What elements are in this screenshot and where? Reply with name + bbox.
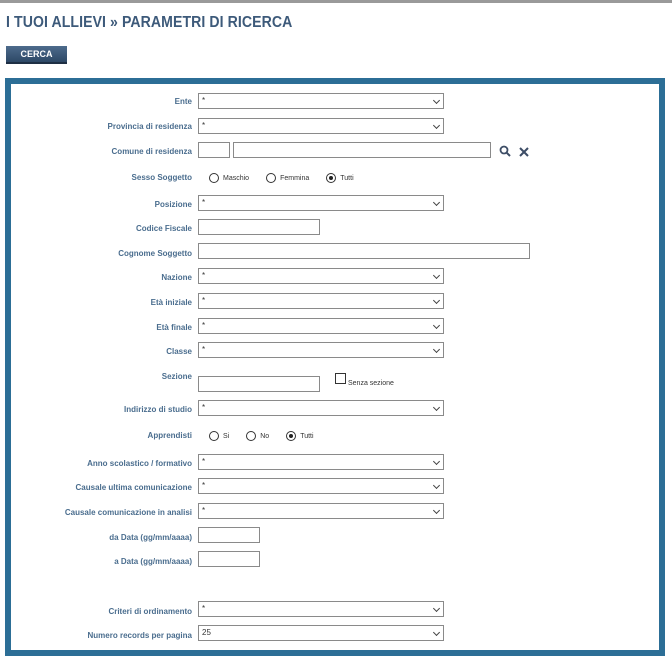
radio-label: Tutti [340, 174, 354, 182]
sesso-radio-group [209, 173, 371, 183]
codice-fiscale-input[interactable] [198, 219, 320, 235]
causale-analisi-select[interactable] [198, 503, 444, 519]
chevron-down-icon [433, 122, 440, 129]
cognome-input[interactable] [198, 243, 530, 259]
senza-sezione-checkbox[interactable] [335, 373, 346, 384]
chevron-down-icon [433, 199, 440, 206]
apprendisti-option-si[interactable] [209, 431, 229, 441]
eta-finale-label: Età finale [156, 323, 192, 332]
sesso-label: Sesso Soggetto [131, 173, 192, 182]
search-button[interactable]: CERCA [6, 46, 67, 64]
anno-label: Anno scolastico / formativo [87, 459, 192, 468]
ente-value: * [202, 96, 206, 105]
causale-analisi-value: * [202, 506, 206, 515]
chevron-down-icon [433, 458, 440, 465]
indirizzo-label: Indirizzo di studio [124, 405, 192, 414]
causale-ultima-value: * [202, 481, 206, 490]
eta-finale-value: * [202, 321, 206, 330]
apprendisti-label: Apprendisti [147, 431, 192, 440]
indirizzo-value: * [202, 403, 206, 412]
provincia-select[interactable] [198, 118, 444, 134]
comune-name-input[interactable] [233, 142, 491, 158]
radio-button-selected[interactable] [286, 431, 296, 441]
causale-ultima-select[interactable] [198, 478, 444, 494]
chevron-down-icon [433, 272, 440, 279]
classe-label: Classe [166, 347, 192, 356]
sesso-option-tutti[interactable] [326, 173, 353, 183]
apprendisti-radio-group [209, 431, 331, 441]
radio-button[interactable] [209, 173, 219, 183]
criteri-label: Criteri di ordinamento [108, 607, 192, 616]
apprendisti-option-tutti[interactable] [286, 431, 313, 441]
chevron-down-icon [433, 322, 440, 329]
posizione-value: * [202, 198, 206, 207]
ente-label: Ente [174, 97, 192, 106]
radio-label: Si [223, 432, 230, 440]
nazione-select[interactable] [198, 268, 444, 284]
chevron-down-icon [433, 346, 440, 353]
causale-ultima-label: Causale ultima comunicazione [75, 483, 192, 492]
eta-finale-select[interactable] [198, 318, 444, 334]
chevron-down-icon [433, 507, 440, 514]
radio-button[interactable] [266, 173, 276, 183]
chevron-down-icon [433, 97, 440, 104]
search-form-panel [5, 78, 665, 656]
cognome-label: Cognome Soggetto [118, 249, 192, 258]
sesso-option-maschio[interactable] [209, 173, 249, 183]
chevron-down-icon [433, 482, 440, 489]
criteri-select[interactable] [198, 601, 444, 617]
comune-label: Comune di residenza [111, 147, 192, 156]
anno-value: * [202, 457, 206, 466]
anno-select[interactable] [198, 454, 444, 470]
da-data-label: da Data (gg/mm/aaaa) [109, 533, 192, 542]
top-divider [0, 0, 672, 3]
chevron-down-icon [433, 297, 440, 304]
radio-dot [329, 176, 333, 180]
radio-button-selected[interactable] [326, 173, 336, 183]
radio-label: Tutti [300, 432, 314, 440]
a-data-input[interactable] [198, 551, 260, 567]
radio-button[interactable] [246, 431, 256, 441]
eta-iniziale-value: * [202, 296, 206, 305]
eta-iniziale-select[interactable] [198, 293, 444, 309]
chevron-down-icon [433, 605, 440, 612]
radio-label: Maschio [223, 174, 250, 182]
indirizzo-select[interactable] [198, 400, 444, 416]
codice-fiscale-label: Codice Fiscale [135, 224, 192, 233]
chevron-down-icon [433, 404, 440, 411]
eta-iniziale-label: Età iniziale [150, 298, 192, 307]
ente-select[interactable] [198, 93, 444, 109]
apprendisti-option-no[interactable] [246, 431, 269, 441]
sesso-option-femmina[interactable] [266, 173, 309, 183]
search-icon[interactable] [498, 144, 512, 158]
close-icon[interactable] [517, 145, 531, 159]
criteri-value: * [202, 604, 206, 613]
causale-analisi-label: Causale comunicazione in analisi [64, 508, 192, 517]
provincia-value: * [202, 121, 206, 130]
posizione-select[interactable] [198, 195, 444, 211]
numero-records-value: 25 [202, 628, 211, 637]
classe-select[interactable] [198, 342, 444, 358]
posizione-label: Posizione [154, 200, 192, 209]
senza-sezione-label: Senza sezione [348, 380, 394, 387]
nazione-value: * [202, 271, 206, 280]
classe-value: * [202, 345, 206, 354]
radio-dot [289, 434, 293, 438]
provincia-label: Provincia di residenza [107, 122, 192, 131]
comune-code-input[interactable] [198, 142, 230, 158]
sezione-label: Sezione [161, 372, 192, 381]
sezione-input[interactable] [198, 376, 320, 392]
da-data-input[interactable] [198, 527, 260, 543]
chevron-down-icon [433, 629, 440, 636]
nazione-label: Nazione [161, 273, 192, 282]
radio-label: No [260, 432, 270, 440]
numero-records-select[interactable] [198, 625, 444, 641]
page-title: I TUOI ALLIEVI » PARAMETRI DI RICERCA [6, 14, 293, 31]
numero-records-label: Numero records per pagina [87, 631, 192, 640]
radio-label: Femmina [280, 174, 310, 182]
radio-button[interactable] [209, 431, 219, 441]
a-data-label: a Data (gg/mm/aaaa) [114, 557, 192, 566]
